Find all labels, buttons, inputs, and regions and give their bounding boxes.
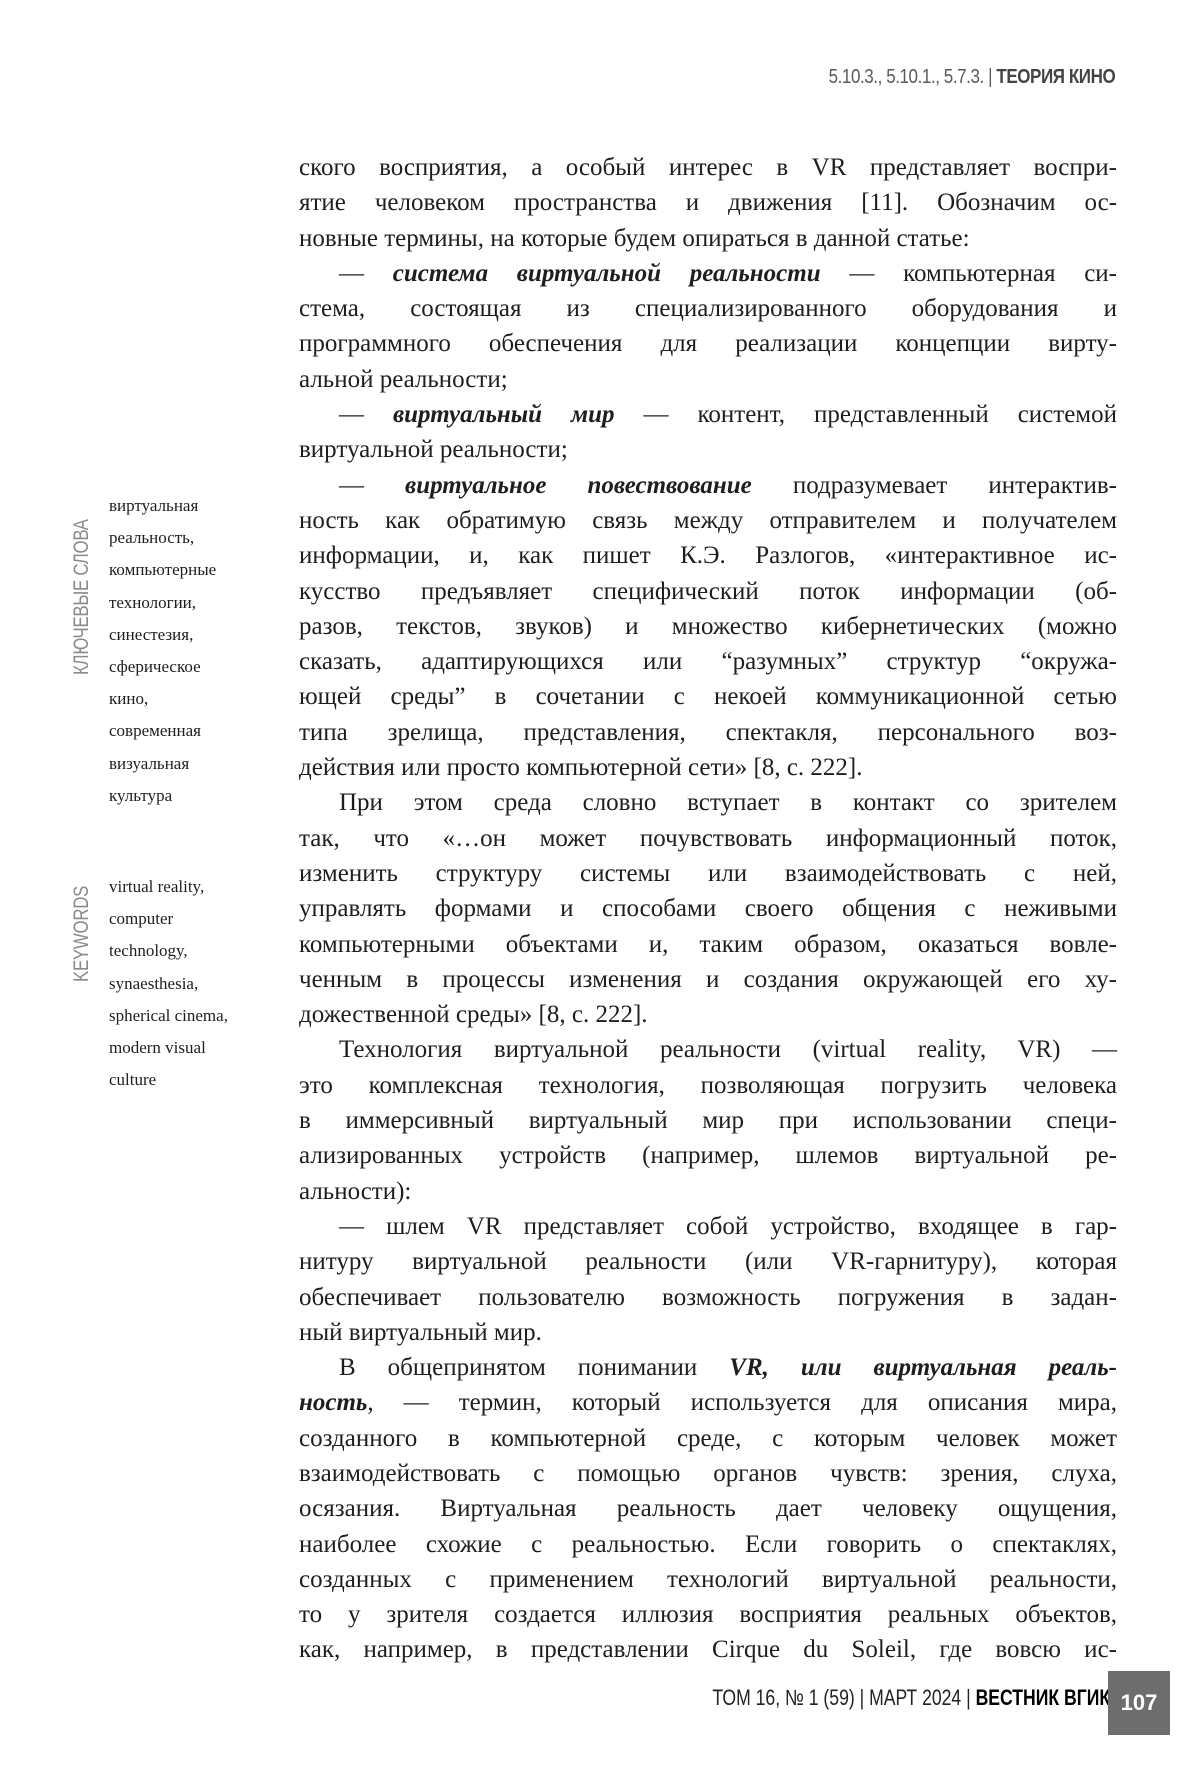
text-line <box>299 962 1117 997</box>
text-segment: стема, состоящая из специализированного оборудования и <box>299 295 1117 322</box>
text-line <box>299 185 1117 220</box>
keyword-item: кино, <box>109 683 216 715</box>
keyword-item: технологии, <box>109 587 216 619</box>
text-segment: — контент, представленный системой <box>615 401 1117 428</box>
text-segment: осязания. Виртуальная реальность дает человеку ощущения, <box>299 1495 1117 1522</box>
keyword-item: культура <box>109 780 216 812</box>
text-line <box>299 1491 1117 1526</box>
footer-journal: ВЕСТНИК ВГИК <box>975 1685 1110 1710</box>
text-segment: ского восприятия, а особый интерес в VR представляет воспри- <box>299 154 1117 181</box>
text-line <box>299 1421 1117 1456</box>
text-segment: созданного в компьютерной среде, с которым человек может <box>299 1425 1117 1452</box>
keyword-item: computer <box>109 903 228 935</box>
keyword-item: modern visual <box>109 1032 228 1064</box>
keyword-item: synaesthesia, <box>109 968 228 1000</box>
header-codes: 5.10.3., 5.10.1., 5.7.3. | <box>828 66 996 88</box>
text-segment: подразумевает интерактив- <box>752 472 1117 499</box>
text-line <box>299 1527 1117 1562</box>
keywords-en-label: KEYWORDS <box>70 886 94 982</box>
keyword-item: современная <box>109 715 216 747</box>
emphasized-term: ность <box>299 1389 367 1416</box>
text-segment: , — термин, который используется для описания мира, <box>367 1389 1117 1416</box>
text-segment: ность как обратимую связь между отправителем и получателем <box>299 507 1117 534</box>
emphasized-term: виртуальный мир <box>393 401 615 428</box>
text-segment: альности): <box>299 1178 411 1205</box>
keyword-item: culture <box>109 1064 228 1096</box>
text-segment: ный виртуальный мир. <box>299 1319 542 1346</box>
keyword-item: technology, <box>109 935 228 967</box>
text-line <box>299 1068 1117 1103</box>
text-line <box>299 785 1117 820</box>
text-line <box>299 1385 1117 1420</box>
text-segment: изменить структуру системы или взаимодействовать с ней, <box>299 860 1117 887</box>
text-segment: информации, и, как пишет К.Э. Разлогов, «интерактивное ис- <box>299 542 1117 569</box>
keywords-en-list <box>109 871 228 1096</box>
text-segment: это комплексная технология, позволяющая погрузить человека <box>299 1072 1117 1099</box>
text-segment: Технология виртуальной реальности (virtual reality, VR) — <box>339 1036 1117 1063</box>
text-line <box>299 326 1117 361</box>
text-line <box>299 1174 1117 1209</box>
text-line <box>299 291 1117 326</box>
text-line <box>299 1632 1117 1667</box>
text-line <box>299 997 1117 1032</box>
text-segment: кусство предъявляет специфический поток информации (об- <box>299 578 1117 605</box>
text-segment: то у зрителя создается иллюзия восприятия реальных объектов, <box>299 1601 1117 1628</box>
text-line <box>299 644 1117 679</box>
text-segment: наиболее схожие с реальностью. Если говорить о спектаклях, <box>299 1531 1117 1558</box>
page-number: 107 <box>1108 1671 1170 1735</box>
text-line <box>299 1103 1117 1138</box>
footer-issue: ТОМ 16, № 1 (59) | МАРТ 2024 | <box>712 1685 975 1710</box>
running-header <box>828 66 1115 89</box>
text-segment: управлять формами и способами своего общения с неживыми <box>299 895 1117 922</box>
keyword-item: синестезия, <box>109 619 216 651</box>
header-section: ТЕОРИЯ КИНО <box>996 66 1115 88</box>
text-segment: — <box>339 401 393 428</box>
keyword-item: сферическое <box>109 651 216 683</box>
text-line <box>299 1138 1117 1173</box>
text-segment: программного обеспечения для реализации концепции вирту- <box>299 330 1117 357</box>
keywords-ru-label: КЛЮЧЕВЫЕ СЛОВА <box>70 519 94 675</box>
text-line <box>299 927 1117 962</box>
keyword-item: визуальная <box>109 748 216 780</box>
text-segment: типа зрелища, представления, спектакля, персонального воз- <box>299 719 1117 746</box>
text-line <box>299 1280 1117 1315</box>
text-line <box>299 1315 1117 1350</box>
text-line <box>299 1456 1117 1491</box>
keyword-item: реальность, <box>109 522 216 554</box>
text-segment: разов, текстов, звуков) и множество кибернетических (можно <box>299 613 1117 640</box>
text-line <box>299 468 1117 503</box>
keyword-item: spherical cinema, <box>109 1000 228 1032</box>
text-segment: В общепринятом понимании <box>339 1354 729 1381</box>
text-line <box>299 856 1117 891</box>
text-segment: взаимодействовать с помощью органов чувств: зрения, слуха, <box>299 1460 1117 1487</box>
text-line <box>299 503 1117 538</box>
text-line <box>299 150 1117 185</box>
text-segment: так, что «…он может почувствовать информационный поток, <box>299 825 1117 852</box>
text-line <box>299 1244 1117 1279</box>
text-segment: как, например, в представлении Cirque du Soleil, где вовсю ис- <box>299 1636 1117 1663</box>
keyword-item: виртуальная <box>109 490 216 522</box>
text-line <box>299 1350 1117 1385</box>
text-segment: в иммерсивный виртуальный мир при использовании специ- <box>299 1107 1117 1134</box>
text-line <box>299 362 1117 397</box>
text-line <box>299 221 1117 256</box>
text-line <box>299 750 1117 785</box>
text-segment: виртуальной реальности; <box>299 436 568 463</box>
text-line <box>299 609 1117 644</box>
text-segment: сказать, адаптирующихся или “разумных” структур “окружа- <box>299 648 1117 675</box>
text-line <box>299 1032 1117 1067</box>
text-segment: — шлем VR представляет собой устройство, входящее в гар- <box>339 1213 1117 1240</box>
keyword-item: компьютерные <box>109 554 216 586</box>
running-footer <box>712 1685 1110 1711</box>
text-line <box>299 679 1117 714</box>
text-segment: действия или просто компьютерной сети» [8, с. 222]. <box>299 754 863 781</box>
text-line <box>299 256 1117 291</box>
text-line <box>299 821 1117 856</box>
text-segment: При этом среда словно вступает в контакт со зрителем <box>339 789 1117 816</box>
text-line <box>299 538 1117 573</box>
text-segment: компьютерными объектами и, таким образом, оказаться вовле- <box>299 931 1117 958</box>
text-segment: ятие человеком пространства и движения [11]. Обозначим ос- <box>299 189 1117 216</box>
text-segment: альной реальности; <box>299 366 508 393</box>
text-segment: новные термины, на которые будем опираться в данной статье: <box>299 225 970 252</box>
text-segment: созданных с применением технологий виртуальной реальности, <box>299 1566 1117 1593</box>
text-line <box>299 891 1117 926</box>
text-line <box>299 715 1117 750</box>
text-segment: ющей среды” в сочетании с некоей коммуникационной сетью <box>299 683 1117 710</box>
text-line <box>299 574 1117 609</box>
text-segment: ализированных устройств (например, шлемов виртуальной ре- <box>299 1142 1117 1169</box>
keyword-item: virtual reality, <box>109 871 228 903</box>
keywords-ru-list <box>109 490 216 812</box>
article-body <box>299 150 1117 1668</box>
text-segment: — <box>339 260 393 287</box>
emphasized-term: VR, или виртуальная реаль- <box>729 1354 1117 1381</box>
emphasized-term: виртуальное повествование <box>405 472 752 499</box>
emphasized-term: система виртуальной реальности <box>393 260 821 287</box>
text-segment: дожественной среды» [8, с. 222]. <box>299 1001 648 1028</box>
text-line <box>299 432 1117 467</box>
text-segment: — компьютерная си- <box>821 260 1117 287</box>
text-line <box>299 1597 1117 1632</box>
text-segment: нитуру виртуальной реальности (или VR-гарнитуру), которая <box>299 1248 1117 1275</box>
text-segment: — <box>339 472 405 499</box>
text-line <box>299 397 1117 432</box>
text-segment: ченным в процессы изменения и создания окружающей его ху- <box>299 966 1117 993</box>
text-line <box>299 1562 1117 1597</box>
text-line <box>299 1209 1117 1244</box>
text-segment: обеспечивает пользователю возможность погружения в задан- <box>299 1284 1117 1311</box>
